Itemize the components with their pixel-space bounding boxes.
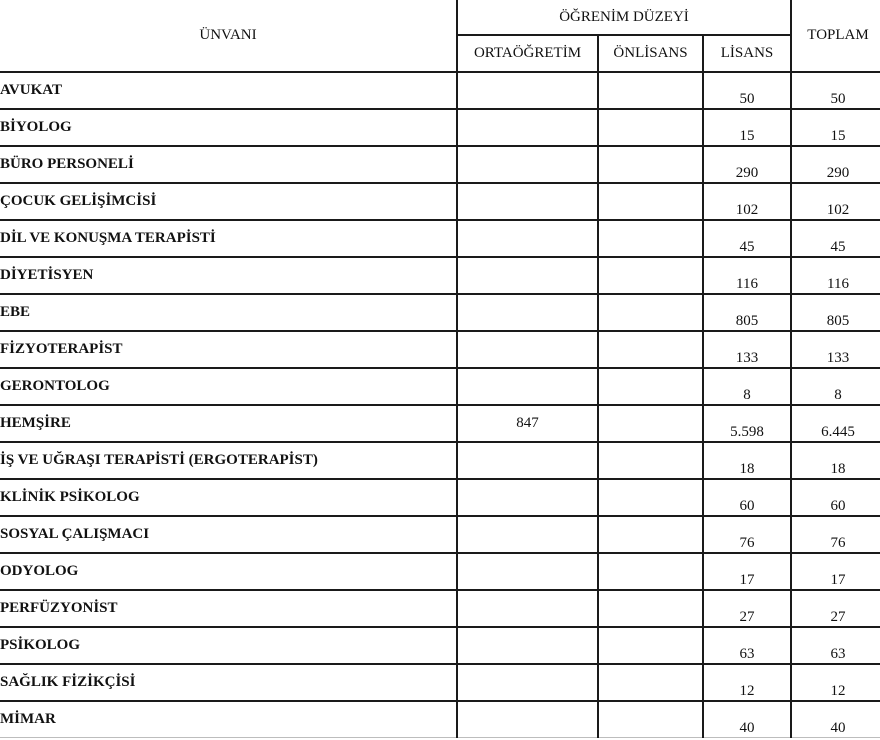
table-row: [0, 368, 880, 405]
header-bachelor-degree: LİSANS: [703, 35, 791, 72]
cell-secondary-school: [457, 183, 598, 220]
cell-total: 60: [791, 479, 880, 516]
cell-secondary-school: [457, 701, 598, 738]
table-row: [0, 183, 880, 220]
cell-secondary-school: [457, 664, 598, 701]
table-row: [0, 516, 880, 553]
cell-secondary-school: [457, 553, 598, 590]
cell-associate-degree: [598, 442, 703, 479]
header-total: TOPLAM: [791, 0, 880, 72]
cell-total: 6.445: [791, 405, 880, 442]
cell-total: 76: [791, 516, 880, 553]
cell-bachelor-degree: 8: [703, 368, 791, 405]
cell-title: MİMAR: [0, 701, 457, 738]
cell-title: PSİKOLOG: [0, 627, 457, 664]
cell-total: 15: [791, 109, 880, 146]
table-row: [0, 331, 880, 368]
cell-secondary-school: [457, 442, 598, 479]
cell-total: 27: [791, 590, 880, 627]
cell-associate-degree: [598, 331, 703, 368]
cell-bachelor-degree: 76: [703, 516, 791, 553]
cell-associate-degree: [598, 627, 703, 664]
cell-bachelor-degree: 18: [703, 442, 791, 479]
cell-secondary-school: 847: [457, 405, 598, 442]
cell-associate-degree: [598, 590, 703, 627]
cell-bachelor-degree: 60: [703, 479, 791, 516]
cell-bachelor-degree: 45: [703, 220, 791, 257]
cell-secondary-school: [457, 368, 598, 405]
cell-bachelor-degree: 63: [703, 627, 791, 664]
cell-total: 45: [791, 220, 880, 257]
cell-total: 102: [791, 183, 880, 220]
cell-bachelor-degree: 15: [703, 109, 791, 146]
cell-title: FİZYOTERAPİST: [0, 331, 457, 368]
cell-associate-degree: [598, 109, 703, 146]
cell-title: ODYOLOG: [0, 553, 457, 590]
header-title: ÜNVANI: [0, 0, 457, 72]
table-body: [0, 72, 880, 738]
cell-secondary-school: [457, 257, 598, 294]
cell-title: KLİNİK PSİKOLOG: [0, 479, 457, 516]
cell-bachelor-degree: 290: [703, 146, 791, 183]
table-row: [0, 664, 880, 701]
header-associate-degree: ÖNLİSANS: [598, 35, 703, 72]
header-row-top: [0, 0, 880, 35]
cell-bachelor-degree: 805: [703, 294, 791, 331]
cell-bachelor-degree: 133: [703, 331, 791, 368]
table-row: [0, 294, 880, 331]
cell-title: HEMŞİRE: [0, 405, 457, 442]
cell-total: 290: [791, 146, 880, 183]
cell-associate-degree: [598, 516, 703, 553]
cell-title: BÜRO PERSONELİ: [0, 146, 457, 183]
cell-title: İŞ VE UĞRAŞI TERAPİSTİ (ERGOTERAPİST): [0, 442, 457, 479]
table-header: [0, 0, 880, 72]
table-row: [0, 257, 880, 294]
cell-total: 133: [791, 331, 880, 368]
cell-title: GERONTOLOG: [0, 368, 457, 405]
cell-secondary-school: [457, 294, 598, 331]
cell-associate-degree: [598, 257, 703, 294]
cell-secondary-school: [457, 516, 598, 553]
cell-associate-degree: [598, 368, 703, 405]
cell-bachelor-degree: 12: [703, 664, 791, 701]
cell-bachelor-degree: 40: [703, 701, 791, 738]
table-row: [0, 701, 880, 738]
table-row: [0, 442, 880, 479]
cell-bachelor-degree: 50: [703, 72, 791, 109]
cell-associate-degree: [598, 553, 703, 590]
cell-bachelor-degree: 27: [703, 590, 791, 627]
cell-bachelor-degree: 102: [703, 183, 791, 220]
cell-bachelor-degree: 17: [703, 553, 791, 590]
cell-associate-degree: [598, 405, 703, 442]
table-row: [0, 109, 880, 146]
header-education-level: ÖĞRENİM DÜZEYİ: [457, 0, 791, 35]
cell-title: PERFÜZYONİST: [0, 590, 457, 627]
cell-title: EBE: [0, 294, 457, 331]
cell-secondary-school: [457, 590, 598, 627]
cell-title: ÇOCUK GELİŞİMCİSİ: [0, 183, 457, 220]
cell-total: 8: [791, 368, 880, 405]
cell-total: 40: [791, 701, 880, 738]
cell-secondary-school: [457, 72, 598, 109]
cell-associate-degree: [598, 146, 703, 183]
cell-title: DİYETİSYEN: [0, 257, 457, 294]
cell-associate-degree: [598, 701, 703, 738]
table-row: [0, 220, 880, 257]
cell-associate-degree: [598, 220, 703, 257]
cell-associate-degree: [598, 664, 703, 701]
cell-associate-degree: [598, 479, 703, 516]
cell-total: 12: [791, 664, 880, 701]
cell-total: 805: [791, 294, 880, 331]
cell-secondary-school: [457, 331, 598, 368]
cell-secondary-school: [457, 146, 598, 183]
table-row: [0, 479, 880, 516]
table-row: [0, 590, 880, 627]
cell-associate-degree: [598, 183, 703, 220]
table-row: [0, 553, 880, 590]
cell-secondary-school: [457, 627, 598, 664]
cell-associate-degree: [598, 72, 703, 109]
cell-total: 50: [791, 72, 880, 109]
cell-secondary-school: [457, 479, 598, 516]
cell-bachelor-degree: 116: [703, 257, 791, 294]
cell-secondary-school: [457, 109, 598, 146]
table-row: [0, 627, 880, 664]
header-secondary-school: ORTAÖĞRETİM: [457, 35, 598, 72]
cell-total: 17: [791, 553, 880, 590]
cell-title: SOSYAL ÇALIŞMACI: [0, 516, 457, 553]
cell-title: DİL VE KONUŞMA TERAPİSTİ: [0, 220, 457, 257]
cell-bachelor-degree: 5.598: [703, 405, 791, 442]
cell-total: 116: [791, 257, 880, 294]
table-row: [0, 405, 880, 442]
cell-title: BİYOLOG: [0, 109, 457, 146]
cell-title: AVUKAT: [0, 72, 457, 109]
cell-total: 63: [791, 627, 880, 664]
cell-secondary-school: [457, 220, 598, 257]
cell-total: 18: [791, 442, 880, 479]
cell-title: SAĞLIK FİZİKÇİSİ: [0, 664, 457, 701]
table-row: [0, 146, 880, 183]
table-row: [0, 72, 880, 109]
cell-associate-degree: [598, 294, 703, 331]
